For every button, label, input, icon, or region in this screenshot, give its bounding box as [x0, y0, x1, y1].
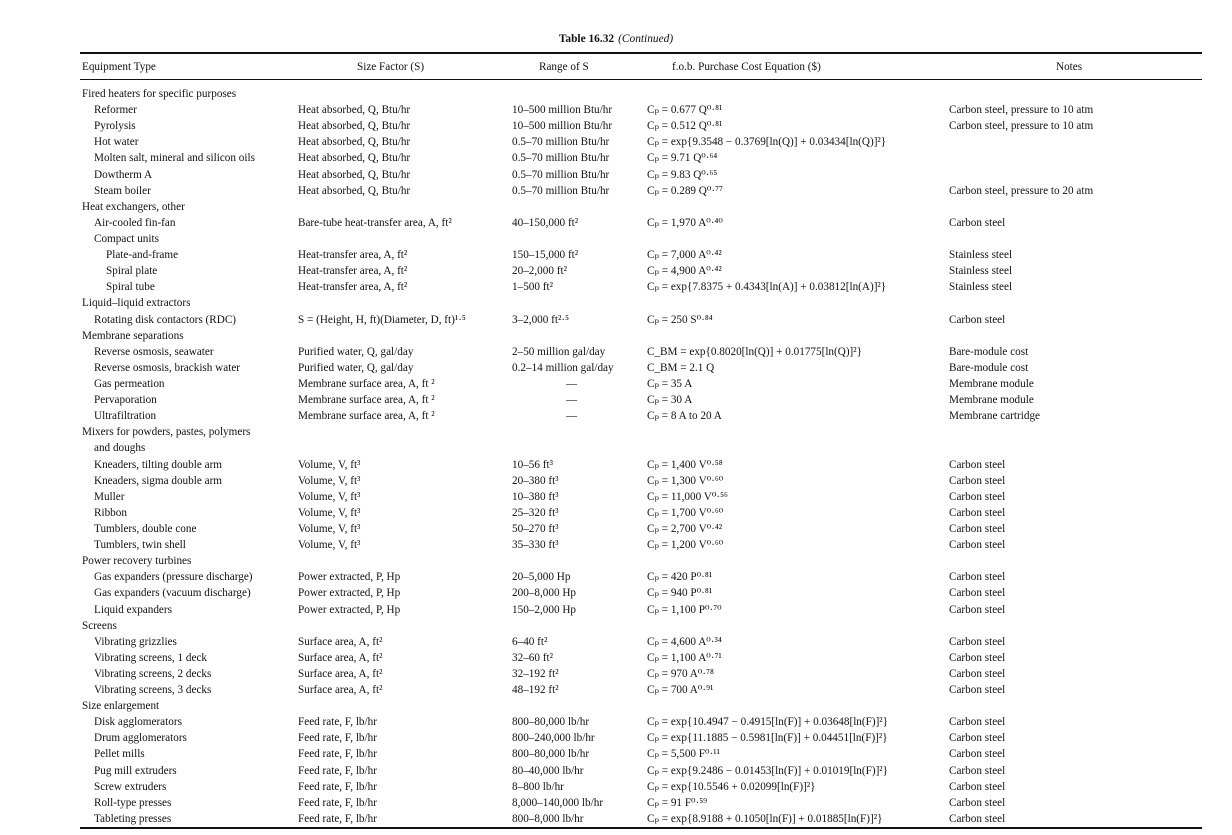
cell-equipment-type: Compact units	[94, 232, 159, 245]
cell-cost-equation: C_BM = 2.1 Q	[647, 361, 715, 374]
cell-range: 800–80,000 lb/hr	[512, 748, 590, 761]
cell-equipment-type: Pervaporation	[94, 394, 157, 407]
cell-notes: Carbon steel	[949, 490, 1006, 503]
cell-equipment-type: Screens	[82, 619, 117, 632]
cell-range: 20–5,000 Hp	[512, 571, 571, 584]
cell-notes: Membrane module	[949, 377, 1034, 390]
cell-cost-equation: Cₚ = 1,700 V⁰·⁶⁰	[647, 506, 724, 519]
cell-equipment-type: Spiral plate	[106, 265, 158, 278]
cell-cost-equation: Cₚ = 0.512 Q⁰·⁸¹	[647, 120, 723, 133]
table-section-row	[0, 328, 1232, 344]
cell-equipment-type: Air-cooled fin-fan	[94, 216, 176, 229]
cell-notes: Stainless steel	[949, 281, 1013, 294]
table-row	[0, 408, 1232, 424]
cell-equipment-type: Tableting presses	[94, 812, 172, 825]
cell-equipment-type: Screw extruders	[94, 780, 167, 793]
cell-equipment-type: Gas permeation	[94, 377, 165, 390]
cell-notes: Carbon steel, pressure to 20 atm	[949, 184, 1094, 197]
cell-equipment-type: Heat exchangers, other	[82, 200, 185, 213]
cell-cost-equation: Cₚ = exp{7.8375 + 0.4343[ln(A)] + 0.03812[ln(A)]²}	[647, 281, 887, 294]
table-row	[0, 344, 1232, 360]
cell-range: 800–8,000 lb/hr	[512, 812, 584, 825]
cell-range: 150–15,000 ft²	[512, 249, 579, 262]
table-row	[0, 634, 1232, 650]
cell-cost-equation: Cₚ = 5,500 F⁰·¹¹	[647, 748, 720, 761]
cell-notes: Carbon steel	[949, 748, 1006, 761]
cell-equipment-type: Tumblers, double cone	[94, 522, 197, 535]
cell-equipment-type: Reverse osmosis, brackish water	[94, 361, 241, 374]
cell-cost-equation: Cₚ = 30 A	[647, 394, 693, 407]
cell-cost-equation: Cₚ = exp{9.3548 − 0.3769[ln(Q)] + 0.03434[ln(Q)]²}	[647, 136, 887, 149]
table-row	[0, 150, 1232, 166]
cell-equipment-type: Power recovery turbines	[82, 555, 192, 568]
cell-size-factor: Heat absorbed, Q, Btu/hr	[298, 120, 411, 133]
cell-equipment-type: Liquid–liquid extractors	[82, 297, 191, 310]
table-body	[0, 86, 1232, 827]
table-row	[0, 666, 1232, 682]
table-row	[0, 521, 1232, 537]
cell-range: 150–2,000 Hp	[512, 603, 577, 616]
header-equipment-type: Equipment Type	[82, 61, 156, 73]
cell-size-factor: Surface area, A, ft²	[298, 667, 383, 680]
cell-equipment-type: Vibrating screens, 1 deck	[94, 651, 208, 664]
cell-notes: Carbon steel	[949, 522, 1006, 535]
cell-cost-equation: Cₚ = 1,100 A⁰·⁷¹	[647, 651, 722, 664]
cell-equipment-type: Liquid expanders	[94, 603, 172, 616]
table-row	[0, 231, 1232, 247]
cell-equipment-type: Vibrating grizzlies	[94, 635, 177, 648]
cell-size-factor: Heat-transfer area, A, ft²	[298, 265, 408, 278]
table-row	[0, 167, 1232, 183]
cell-cost-equation: Cₚ = 700 A⁰·⁹¹	[647, 684, 714, 697]
cell-equipment-type: Fired heaters for specific purposes	[82, 88, 237, 100]
table-row	[0, 376, 1232, 392]
cell-size-factor: Purified water, Q, gal/day	[298, 345, 414, 358]
cell-equipment-type: Kneaders, tilting double arm	[94, 458, 223, 471]
table-row	[0, 505, 1232, 521]
bottom-rule	[80, 827, 1202, 829]
cell-size-factor: Heat absorbed, Q, Btu/hr	[298, 104, 411, 117]
cell-equipment-type: Tumblers, twin shell	[94, 539, 186, 552]
cell-size-factor: Feed rate, F, lb/hr	[298, 732, 377, 745]
cell-cost-equation: Cₚ = 11,000 V⁰·⁵⁶	[647, 490, 728, 503]
table-section-row	[0, 86, 1232, 102]
cell-notes: Membrane cartridge	[949, 410, 1041, 423]
cell-equipment-type: Reformer	[94, 104, 137, 117]
cell-size-factor: Feed rate, F, lb/hr	[298, 812, 377, 825]
cell-notes: Carbon steel	[949, 635, 1006, 648]
cell-notes: Carbon steel	[949, 474, 1006, 487]
header-range: Range of S	[539, 61, 589, 73]
table-row	[0, 811, 1232, 827]
cell-cost-equation: Cₚ = 4,600 A⁰·³⁴	[647, 635, 722, 648]
cell-size-factor: Surface area, A, ft²	[298, 684, 383, 697]
cell-notes: Carbon steel	[949, 313, 1006, 326]
table-row	[0, 215, 1232, 231]
cell-range: 35–330 ft³	[512, 539, 559, 552]
cell-range: 0.5–70 million Btu/hr	[512, 152, 610, 165]
table-title	[0, 33, 1232, 45]
cell-equipment-type: Drum agglomerators	[94, 732, 187, 745]
header-cost-equation: f.o.b. Purchase Cost Equation ($)	[672, 61, 821, 73]
cell-size-factor: Heat absorbed, Q, Btu/hr	[298, 136, 411, 149]
table-row	[0, 457, 1232, 473]
cell-equipment-type: Dowtherm A	[94, 168, 153, 181]
cell-notes: Carbon steel	[949, 732, 1006, 745]
cell-cost-equation: Cₚ = 91 F⁰·⁵⁹	[647, 796, 708, 809]
cell-cost-equation: Cₚ = 970 A⁰·⁷⁸	[647, 667, 714, 680]
cell-notes: Carbon steel	[949, 651, 1006, 664]
cell-size-factor: Volume, V, ft³	[298, 490, 361, 503]
table-section-row	[0, 698, 1232, 714]
cell-notes: Membrane module	[949, 394, 1034, 407]
cell-notes: Bare-module cost	[949, 361, 1029, 374]
cell-cost-equation: Cₚ = 0.677 Q⁰·⁸¹	[647, 104, 723, 117]
cell-cost-equation: Cₚ = 1,100 P⁰·⁷⁰	[647, 603, 722, 616]
cell-range: 48–192 ft²	[512, 684, 559, 697]
cell-notes: Carbon steel	[949, 587, 1006, 600]
table-section-row	[0, 199, 1232, 215]
cell-equipment-type: Steam boiler	[94, 184, 151, 197]
table-row	[0, 247, 1232, 263]
cell-equipment-type: Disk agglomerators	[94, 716, 182, 729]
table-row	[0, 763, 1232, 779]
table-row	[0, 602, 1232, 618]
cell-range: 10–500 million Btu/hr	[512, 104, 613, 117]
cell-notes: Carbon steel	[949, 571, 1006, 584]
cell-size-factor: Power extracted, P, Hp	[298, 587, 401, 600]
cell-cost-equation: Cₚ = 1,200 V⁰·⁶⁰	[647, 539, 724, 552]
table-section-row	[0, 424, 1232, 440]
cell-range: 50–270 ft³	[512, 522, 559, 535]
cell-notes: Carbon steel	[949, 796, 1006, 809]
table-row	[0, 279, 1232, 295]
cell-cost-equation: Cₚ = 8 A to 20 A	[647, 410, 722, 423]
cell-range: 8–800 lb/hr	[512, 780, 564, 793]
cell-equipment-type: Pyrolysis	[94, 120, 136, 133]
table-row	[0, 746, 1232, 762]
cell-notes: Carbon steel	[949, 216, 1006, 229]
cell-range: 1–500 ft²	[512, 281, 553, 294]
cell-cost-equation: Cₚ = 9.71 Q⁰·⁶⁴	[647, 152, 718, 165]
cell-cost-equation: Cₚ = exp{8.9188 + 0.1050[ln(F)] + 0.01885[ln(F)]²}	[647, 812, 883, 825]
cell-notes: Carbon steel	[949, 667, 1006, 680]
cell-equipment-type: Reverse osmosis, seawater	[94, 345, 214, 358]
cell-cost-equation: Cₚ = exp{11.1885 − 0.5981[ln(F)] + 0.04451[ln(F)]²}	[647, 732, 888, 745]
table-row	[0, 392, 1232, 408]
cell-cost-equation: Cₚ = 4,900 A⁰·⁴²	[647, 265, 722, 278]
table-row	[0, 489, 1232, 505]
cell-equipment-type: Size enlargement	[82, 700, 160, 713]
cell-size-factor: Feed rate, F, lb/hr	[298, 716, 377, 729]
cell-range: 3–2,000 ft²·⁵	[512, 313, 569, 326]
cell-range: 10–380 ft³	[512, 490, 559, 503]
table-row	[0, 312, 1232, 328]
cell-range: 20–2,000 ft²	[512, 265, 567, 278]
table-row	[0, 134, 1232, 150]
cell-cost-equation: Cₚ = 7,000 A⁰·⁴²	[647, 249, 722, 262]
cell-equipment-type: Plate-and-frame	[106, 249, 179, 262]
cell-size-factor: Membrane surface area, A, ft ²	[298, 377, 435, 390]
cell-cost-equation: Cₚ = exp{10.4947 − 0.4915[ln(F)] + 0.03648[ln(F)]²}	[647, 716, 889, 729]
table-section-row	[0, 295, 1232, 311]
cell-size-factor: Heat-transfer area, A, ft²	[298, 281, 408, 294]
top-rule	[80, 52, 1202, 54]
cell-notes: Carbon steel	[949, 603, 1006, 616]
cell-size-factor: Feed rate, F, lb/hr	[298, 780, 377, 793]
cell-cost-equation: Cₚ = 2,700 V⁰·⁴²	[647, 522, 723, 535]
cell-range: 32–60 ft²	[512, 651, 553, 664]
cell-cost-equation: Cₚ = 0.289 Q⁰·⁷⁷	[647, 184, 723, 197]
cell-range: 800–80,000 lb/hr	[512, 716, 590, 729]
cell-equipment-type: and doughs	[94, 442, 146, 455]
cell-size-factor: Volume, V, ft³	[298, 522, 361, 535]
cell-range: 32–192 ft²	[512, 667, 559, 680]
cell-size-factor: Membrane surface area, A, ft ²	[298, 394, 435, 407]
cell-notes: Carbon steel, pressure to 10 atm	[949, 104, 1094, 117]
cell-size-factor: Power extracted, P, Hp	[298, 571, 401, 584]
cell-range: 40–150,000 ft²	[512, 216, 579, 229]
cell-equipment-type: Roll-type presses	[94, 796, 172, 809]
header-rule	[80, 79, 1202, 80]
cell-cost-equation: Cₚ = 1,400 V⁰·⁵⁸	[647, 458, 723, 471]
cell-range: 0.5–70 million Btu/hr	[512, 184, 610, 197]
cell-cost-equation: Cₚ = 1,300 V⁰·⁶⁰	[647, 474, 724, 487]
cell-range: 80–40,000 lb/hr	[512, 764, 584, 777]
cell-range: 10–56 ft³	[512, 458, 553, 471]
cell-equipment-type: Ultrafiltration	[94, 410, 157, 423]
cell-equipment-type: Gas expanders (pressure discharge)	[94, 571, 253, 584]
cell-equipment-type: Pug mill extruders	[94, 764, 177, 777]
cell-size-factor: Heat absorbed, Q, Btu/hr	[298, 152, 411, 165]
cell-notes: Carbon steel	[949, 684, 1006, 697]
cell-cost-equation: Cₚ = 940 P⁰·⁸¹	[647, 587, 713, 600]
cell-range: 25–320 ft³	[512, 506, 559, 519]
cell-notes: Carbon steel	[949, 812, 1006, 825]
cell-size-factor: Surface area, A, ft²	[298, 651, 383, 664]
cell-size-factor: Feed rate, F, lb/hr	[298, 796, 377, 809]
cell-cost-equation: C_BM = exp{0.8020[ln(Q)] + 0.01775[ln(Q)]²}	[647, 345, 863, 358]
cell-equipment-type: Spiral tube	[106, 281, 155, 294]
table-row	[0, 537, 1232, 553]
table-row	[0, 440, 1232, 456]
cell-size-factor: Heat absorbed, Q, Btu/hr	[298, 184, 411, 197]
cell-equipment-type: Ribbon	[94, 506, 127, 519]
cell-size-factor: Volume, V, ft³	[298, 539, 361, 552]
cell-size-factor: Surface area, A, ft²	[298, 635, 383, 648]
cell-notes: Carbon steel	[949, 716, 1006, 729]
table-row	[0, 360, 1232, 376]
table-row	[0, 650, 1232, 666]
cell-cost-equation: Cₚ = 250 S⁰·⁸⁴	[647, 313, 713, 326]
table-row	[0, 473, 1232, 489]
cell-range: —	[566, 410, 578, 423]
cell-equipment-type: Rotating disk contactors (RDC)	[94, 313, 237, 326]
cell-range: 20–380 ft³	[512, 474, 559, 487]
cell-range: 800–240,000 lb/hr	[512, 732, 595, 745]
cell-equipment-type: Molten salt, mineral and silicon oils	[94, 152, 255, 165]
cell-notes: Carbon steel	[949, 458, 1006, 471]
cell-range: —	[566, 377, 578, 390]
cell-equipment-type: Vibrating screens, 2 decks	[94, 667, 212, 680]
table-row	[0, 263, 1232, 279]
table-row	[0, 795, 1232, 811]
table-row	[0, 183, 1232, 199]
cell-size-factor: Volume, V, ft³	[298, 506, 361, 519]
cell-cost-equation: Cₚ = 35 A	[647, 377, 693, 390]
cell-equipment-type: Kneaders, sigma double arm	[94, 474, 222, 487]
cell-size-factor: Heat-transfer area, A, ft²	[298, 249, 408, 262]
cell-equipment-type: Pellet mills	[94, 748, 145, 761]
cell-equipment-type: Muller	[94, 490, 125, 503]
cell-range: 0.5–70 million Btu/hr	[512, 168, 610, 181]
cell-notes: Stainless steel	[949, 249, 1013, 262]
header-notes: Notes	[1056, 61, 1083, 73]
table-row	[0, 118, 1232, 134]
cell-notes: Bare-module cost	[949, 345, 1029, 358]
cell-cost-equation: Cₚ = exp{10.5546 + 0.02099[ln(F)]²}	[647, 780, 816, 793]
cell-size-factor: Membrane surface area, A, ft ²	[298, 410, 435, 423]
cell-cost-equation: Cₚ = exp{9.2486 − 0.01453[ln(F)] + 0.01019[ln(F)]²}	[647, 764, 889, 777]
cell-equipment-type: Gas expanders (vacuum discharge)	[94, 587, 251, 600]
cell-size-factor: Bare-tube heat-transfer area, A, ft²	[298, 216, 452, 229]
table-row	[0, 569, 1232, 585]
cell-size-factor: S = (Height, H, ft)(Diameter, D, ft)¹·⁵	[298, 313, 466, 326]
cell-size-factor: Purified water, Q, gal/day	[298, 361, 414, 374]
cell-range: 8,000–140,000 lb/hr	[512, 796, 604, 809]
cell-range: 200–8,000 Hp	[512, 587, 577, 600]
table-row	[0, 779, 1232, 795]
cell-size-factor: Volume, V, ft³	[298, 458, 361, 471]
table-continued-label: (Continued)	[618, 33, 674, 45]
table-section-row	[0, 618, 1232, 634]
cell-equipment-type: Mixers for powders, pastes, polymers	[82, 426, 251, 439]
cell-size-factor: Feed rate, F, lb/hr	[298, 748, 377, 761]
cell-range: 10–500 million Btu/hr	[512, 120, 613, 133]
cell-cost-equation: Cₚ = 420 P⁰·⁸¹	[647, 571, 713, 584]
table-row	[0, 730, 1232, 746]
table-row	[0, 682, 1232, 698]
table-row	[0, 102, 1232, 118]
cell-size-factor: Power extracted, P, Hp	[298, 603, 401, 616]
cell-notes: Carbon steel	[949, 506, 1006, 519]
table-number: Table 16.32	[558, 33, 615, 45]
cell-notes: Stainless steel	[949, 265, 1013, 278]
cell-notes: Carbon steel	[949, 764, 1006, 777]
cell-notes: Carbon steel	[949, 539, 1006, 552]
cell-size-factor: Heat absorbed, Q, Btu/hr	[298, 168, 411, 181]
cell-equipment-type: Hot water	[94, 136, 139, 149]
cell-range: 2–50 million gal/day	[512, 345, 606, 358]
header-size-factor: Size Factor (S)	[357, 61, 425, 73]
cell-range: —	[566, 394, 578, 407]
table-row	[0, 714, 1232, 730]
cell-size-factor: Volume, V, ft³	[298, 474, 361, 487]
table-row	[0, 585, 1232, 601]
cell-range: 0.5–70 million Btu/hr	[512, 136, 610, 149]
cell-cost-equation: Cₚ = 9.83 Q⁰·⁶⁵	[647, 168, 718, 181]
cell-range: 0.2–14 million gal/day	[512, 361, 614, 374]
cell-equipment-type: Vibrating screens, 3 decks	[94, 684, 212, 697]
cell-range: 6–40 ft²	[512, 635, 548, 648]
cell-size-factor: Feed rate, F, lb/hr	[298, 764, 377, 777]
table-section-row	[0, 553, 1232, 569]
cell-equipment-type: Membrane separations	[82, 329, 184, 342]
cell-notes: Carbon steel, pressure to 10 atm	[949, 120, 1094, 133]
cell-cost-equation: Cₚ = 1,970 A⁰·⁴⁰	[647, 216, 723, 229]
cell-notes: Carbon steel	[949, 780, 1006, 793]
